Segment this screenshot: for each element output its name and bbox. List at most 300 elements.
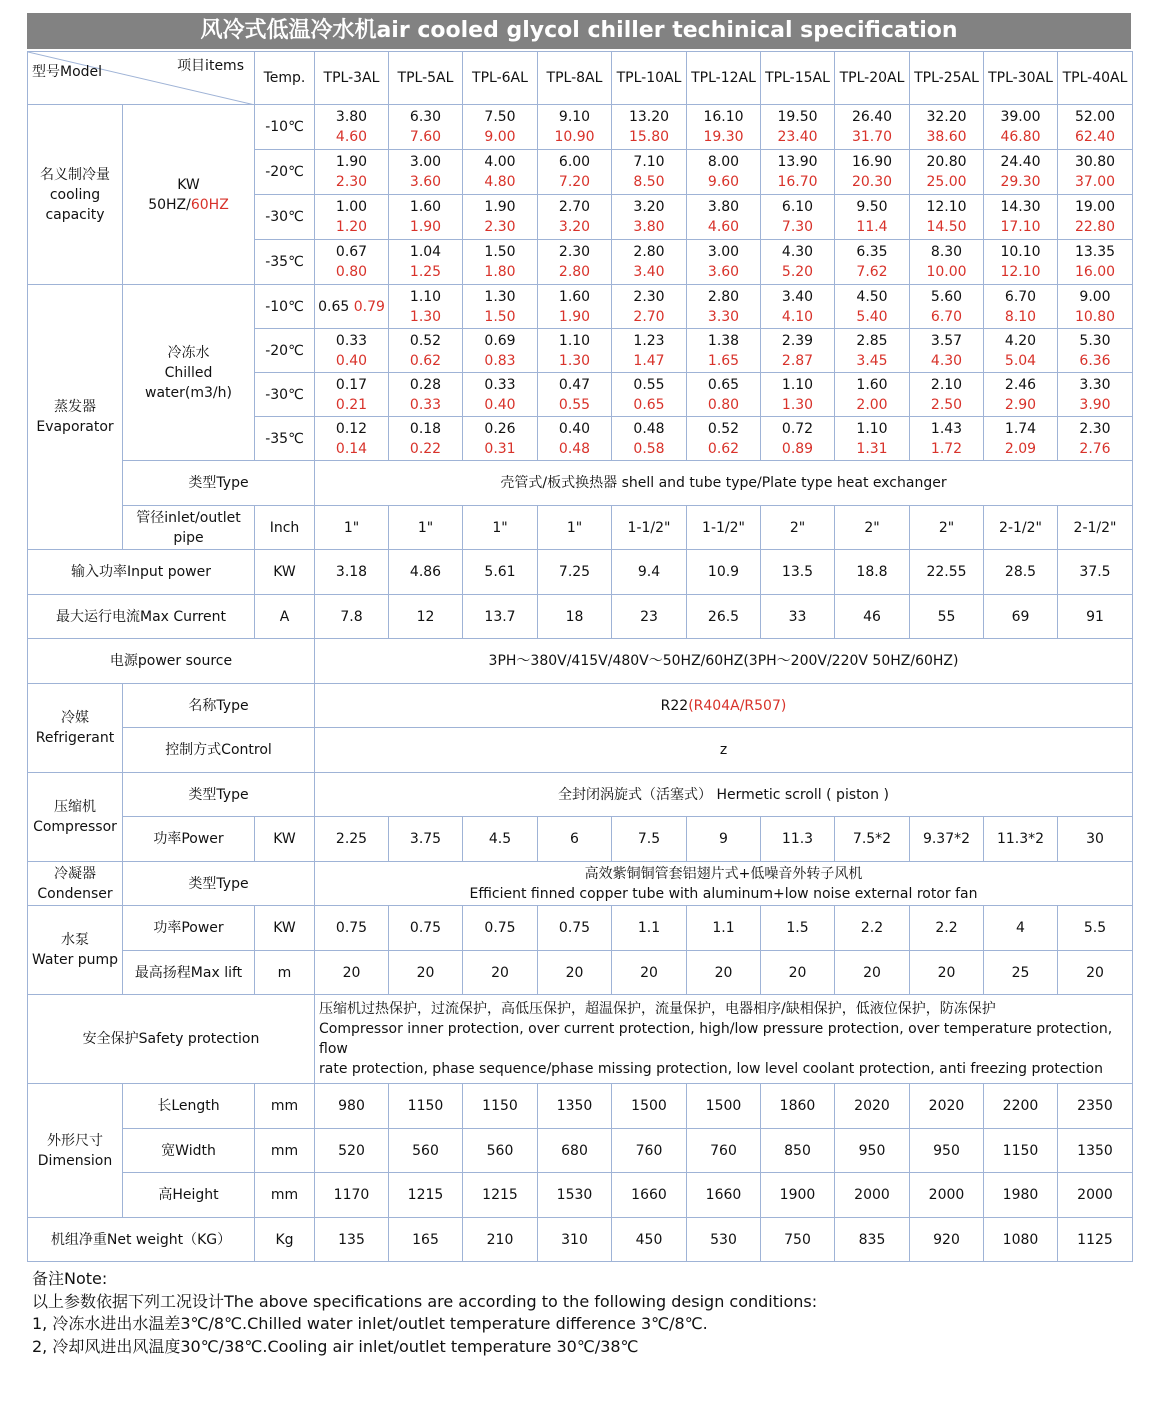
cell-text: 压缩机过热保护，过流保护，高低压保护，超温保护，流量保护，电器相序/缺相保护，低液位保护，防冻保护 xyxy=(319,1001,996,1017)
value-50hz: 1.43 xyxy=(930,420,963,437)
cell-text: 2020 xyxy=(854,1098,890,1114)
capacity-cell xyxy=(761,240,835,285)
value-50hz: 0.47 xyxy=(558,376,591,393)
cell-text: 0.75 xyxy=(409,920,442,936)
cell-text: R22 xyxy=(660,697,689,714)
cell-text: 名称Type xyxy=(188,697,249,714)
cell-text: 680 xyxy=(561,1142,588,1159)
value-60hz: 38.60 xyxy=(926,129,967,145)
cell-text: 20 xyxy=(937,964,956,981)
compressor-power-cell xyxy=(687,817,761,862)
value-60hz: 2.50 xyxy=(930,396,963,413)
cell-text: 名义制冷量 xyxy=(40,166,110,183)
value-50hz: 13.20 xyxy=(628,109,670,125)
safety-value xyxy=(315,995,1133,1084)
value-50hz: 1.74 xyxy=(1004,420,1037,437)
value-60hz: 0.79 xyxy=(353,298,385,315)
capacity-cell xyxy=(984,240,1058,285)
chilled-cell xyxy=(910,329,984,373)
corner-header-cell xyxy=(28,52,255,105)
cell-text: 2" xyxy=(864,519,880,536)
power-source-label xyxy=(28,639,315,684)
value-50hz: 16.90 xyxy=(851,154,893,170)
value-60hz: 2.70 xyxy=(633,308,665,325)
capacity-cell xyxy=(835,105,910,150)
value-50hz: 0.72 xyxy=(781,420,814,437)
width-label xyxy=(123,1129,255,1173)
cell-text: -30℃ xyxy=(265,209,304,225)
cell-text: 1500 xyxy=(705,1098,742,1114)
model-header xyxy=(612,52,687,105)
value-50hz: 0.28 xyxy=(409,376,442,393)
value-60hz: 4.60 xyxy=(335,129,368,145)
chilled-cell xyxy=(910,417,984,461)
cell-text: 2-1/2" xyxy=(999,519,1042,536)
cell-text: 1125 xyxy=(1077,1231,1113,1248)
width-cell xyxy=(761,1129,835,1173)
cell-text: TPL-5AL xyxy=(397,70,454,86)
pump-lift-cell xyxy=(687,951,761,995)
condenser-type-label xyxy=(123,862,315,906)
capacity-cell xyxy=(1058,105,1133,150)
unit-cell xyxy=(255,951,315,995)
pump-power-cell xyxy=(463,906,538,951)
capacity-cell xyxy=(389,105,463,150)
pump-power-cell xyxy=(761,906,835,951)
value-60hz: 3.20 xyxy=(558,219,591,235)
value-60hz: 25.00 xyxy=(926,174,967,190)
cell-text: KW xyxy=(273,831,296,847)
temp-cell xyxy=(255,150,315,195)
value-50hz: 16.10 xyxy=(703,109,744,125)
chilled-cell xyxy=(761,417,835,461)
header-row xyxy=(28,52,1133,105)
value-50hz: 2.10 xyxy=(930,376,963,393)
cell-text: 壳管式/板式换热器 shell and tube type/Plate type heat exchanger xyxy=(500,475,947,491)
capacity-cell xyxy=(687,195,761,240)
chilled-cell xyxy=(315,417,389,461)
max-current-cell xyxy=(687,595,761,639)
value-50hz: 5.60 xyxy=(930,288,963,305)
width-cell xyxy=(315,1129,389,1173)
value-50hz: 9.10 xyxy=(558,109,591,125)
cell-text: -30℃ xyxy=(265,386,304,403)
max-current-cell xyxy=(1058,595,1133,639)
value-50hz: 5.30 xyxy=(1079,332,1111,349)
max-current-cell xyxy=(463,595,538,639)
cell-text: 2.2 xyxy=(935,920,958,936)
cell-text: 电源power source xyxy=(109,653,233,669)
value-60hz: 16.70 xyxy=(777,174,818,190)
cell-text: -10℃ xyxy=(265,119,304,135)
cell-text: 13.5 xyxy=(781,564,814,580)
value-50hz: 1.90 xyxy=(484,199,516,215)
compressor-power-cell xyxy=(1058,817,1133,862)
cell-text: mm xyxy=(270,1142,299,1159)
value-60hz: 8.10 xyxy=(1004,308,1037,325)
value-60hz: 2.09 xyxy=(1004,440,1037,457)
capacity-cell xyxy=(835,195,910,240)
value-50hz: 1.90 xyxy=(335,154,368,170)
value-60hz: 22.80 xyxy=(1074,219,1116,235)
length-cell xyxy=(612,1084,687,1129)
value-60hz: 4.30 xyxy=(930,352,963,369)
notes xyxy=(32,1268,817,1358)
cell-text: 2.25 xyxy=(335,831,368,847)
cell-text: 26.5 xyxy=(707,608,740,625)
cell-text: 冷媒 xyxy=(61,710,89,726)
refrigerant-alt: (R404A/R507) xyxy=(688,697,787,714)
value-60hz: 1.47 xyxy=(633,352,665,369)
value-60hz: 1.65 xyxy=(707,352,740,369)
capacity-cell xyxy=(315,105,389,150)
cell-text: 2-1/2" xyxy=(1073,519,1117,536)
max-current-cell xyxy=(315,595,389,639)
length-label xyxy=(123,1084,255,1129)
cell-text: 560 xyxy=(486,1142,514,1159)
value-50hz: 9.00 xyxy=(1079,288,1111,305)
cell-text: TPL-30AL xyxy=(988,70,1053,86)
capacity-cell xyxy=(538,240,612,285)
value-60hz: 0.89 xyxy=(781,440,814,457)
cell-text: 高Height xyxy=(158,1187,219,1203)
compressor-power-cell xyxy=(761,817,835,862)
cell-text: 1860 xyxy=(779,1098,816,1114)
height-cell xyxy=(463,1173,538,1218)
cell-text: 760 xyxy=(710,1142,737,1159)
refrigerant-name-value xyxy=(315,684,1133,728)
cell-text: 高效紫铜铜管套铝翅片式+低噪音外转子风机 xyxy=(584,865,863,882)
value-50hz: 30.80 xyxy=(1074,154,1116,170)
capacity-cell xyxy=(1058,240,1133,285)
condenser-type-value xyxy=(315,862,1133,906)
spec-table xyxy=(27,51,1133,1262)
notes-line: 2, 冷却风进出风温度30℃/38℃.Cooling air inlet/outlet temperature 30℃/38℃ xyxy=(32,1336,639,1356)
value-50hz: 0.52 xyxy=(707,420,740,437)
cell-text: 1660 xyxy=(705,1187,742,1203)
capacity-cell xyxy=(687,240,761,285)
value-50hz: 1.23 xyxy=(633,332,665,349)
width-cell xyxy=(463,1129,538,1173)
capacity-cell xyxy=(761,150,835,195)
capacity-cell xyxy=(538,195,612,240)
value-60hz: 8.50 xyxy=(633,174,665,190)
value-60hz: 7.20 xyxy=(558,174,591,190)
value-50hz: 2.30 xyxy=(1079,420,1111,437)
length-cell xyxy=(538,1084,612,1129)
input-power-cell xyxy=(761,550,835,595)
safety-row xyxy=(28,995,1133,1084)
cell-text: Temp. xyxy=(263,70,306,86)
cell-text: 850 xyxy=(784,1142,811,1159)
height-cell xyxy=(761,1173,835,1218)
value-60hz: 6.70 xyxy=(930,308,963,325)
cell-text: 20 xyxy=(416,964,435,981)
value-60hz: 1.80 xyxy=(484,264,516,280)
capacity-cell xyxy=(910,240,984,285)
pump-power-cell xyxy=(835,906,910,951)
capacity-cell xyxy=(1058,195,1133,240)
width-cell xyxy=(984,1129,1058,1173)
model-header xyxy=(389,52,463,105)
value-50hz: 13.90 xyxy=(777,154,818,170)
pump-power-cell xyxy=(389,906,463,951)
unit-cell xyxy=(255,1129,315,1173)
chilled-cell xyxy=(984,285,1058,329)
cell-text: TPL-8AL xyxy=(546,70,603,86)
cell-text: 功率Power xyxy=(153,831,224,847)
capacity-cell xyxy=(315,240,389,285)
max-current-cell xyxy=(835,595,910,639)
value-50hz: 7.10 xyxy=(633,154,665,170)
capacity-cell xyxy=(687,105,761,150)
value-60hz: 10.80 xyxy=(1074,308,1116,325)
cell-text: 12 xyxy=(416,608,435,625)
length-cell xyxy=(687,1084,761,1129)
cell-text: 最大运行电流Max Current xyxy=(56,608,226,625)
net-weight-cell xyxy=(463,1218,538,1262)
chilled-cell xyxy=(463,417,538,461)
pump-lift-row xyxy=(28,951,1133,995)
chilled-cell xyxy=(835,373,910,417)
cell-text: Chilled xyxy=(164,364,213,381)
pump-power-cell xyxy=(315,906,389,951)
cell-text: Kg xyxy=(275,1231,294,1248)
max-current-cell xyxy=(538,595,612,639)
width-cell xyxy=(835,1129,910,1173)
cell-text: 安全保护Safety protection xyxy=(82,1031,260,1047)
value-50hz: 2.39 xyxy=(781,332,814,349)
sheet-title: 风冷式低温冷水机air cooled glycol chiller techinical specification xyxy=(27,13,1131,49)
value-50hz: 1.60 xyxy=(409,199,442,215)
capacity-cell xyxy=(761,105,835,150)
cell-text: 1350 xyxy=(556,1098,593,1114)
cell-text: 类型Type xyxy=(188,875,249,892)
width-cell xyxy=(538,1129,612,1173)
net-weight-cell xyxy=(687,1218,761,1262)
value-60hz: 2.90 xyxy=(1004,396,1037,413)
cell-text: TPL-3AL xyxy=(323,70,380,86)
compressor-power-cell xyxy=(984,817,1058,862)
cell-text: 69 xyxy=(1011,608,1030,625)
cell-text: 6 xyxy=(570,831,579,847)
value-60hz: 0.40 xyxy=(484,396,516,413)
value-60hz: 37.00 xyxy=(1074,174,1116,190)
value-60hz: 3.90 xyxy=(1079,396,1111,413)
value-60hz: 0.21 xyxy=(335,396,368,413)
cell-text: 950 xyxy=(933,1142,960,1159)
cell-text: 功率Power xyxy=(153,920,224,936)
net-weight-cell xyxy=(389,1218,463,1262)
max-current-cell xyxy=(761,595,835,639)
value-60hz: 1.25 xyxy=(409,264,442,280)
pipe-cell xyxy=(910,506,984,550)
value-50hz: 6.00 xyxy=(558,154,591,170)
cell-text: 30 xyxy=(1086,831,1104,847)
cell-text: 20 xyxy=(1086,964,1104,981)
value-50hz: 1.60 xyxy=(558,288,591,305)
capacity-cell xyxy=(538,150,612,195)
cell-text: -35℃ xyxy=(265,430,304,447)
input-power-cell xyxy=(538,550,612,595)
cell-text: Evaporator xyxy=(36,419,114,435)
pipe-cell xyxy=(1058,506,1133,550)
chilled-cell xyxy=(463,373,538,417)
chilled-cell xyxy=(687,285,761,329)
input-power-cell xyxy=(315,550,389,595)
cell-text: water(m3/h) xyxy=(145,384,232,401)
model-header xyxy=(538,52,612,105)
input-power-cell xyxy=(835,550,910,595)
value-60hz: 5.04 xyxy=(1004,352,1037,369)
value-50hz: 6.10 xyxy=(781,199,814,215)
capacity-cell xyxy=(1058,150,1133,195)
chilled-cell xyxy=(761,329,835,373)
cell-text: 2200 xyxy=(1002,1098,1039,1114)
cell-text: 1" xyxy=(566,519,583,536)
height-cell xyxy=(984,1173,1058,1218)
value-50hz: 6.70 xyxy=(1004,288,1037,305)
evaporator-type-row xyxy=(28,461,1133,506)
value-60hz: 23.40 xyxy=(777,129,818,145)
pump-lift-cell xyxy=(315,951,389,995)
cell-text: 20 xyxy=(491,964,509,981)
cell-text: 91 xyxy=(1086,608,1104,625)
value-60hz: 31.70 xyxy=(851,129,893,145)
water-pump-label xyxy=(28,906,123,995)
chilled-cell xyxy=(315,373,389,417)
value-50hz: 0.12 xyxy=(335,420,368,437)
pump-lift-cell xyxy=(984,951,1058,995)
cell-text: 46 xyxy=(863,608,881,625)
capacity-cell xyxy=(315,195,389,240)
value-60hz: 1.30 xyxy=(558,352,591,369)
pipe-cell xyxy=(463,506,538,550)
cooling-label xyxy=(28,105,123,285)
width-cell xyxy=(687,1129,761,1173)
cell-text: 冷冻水 xyxy=(167,344,210,361)
pipe-row xyxy=(28,506,1133,550)
cell-text: 机组净重Net weight（KG） xyxy=(50,1231,232,1248)
chilled-cell xyxy=(761,373,835,417)
value-60hz: 1.30 xyxy=(781,396,814,413)
cell-text: 20 xyxy=(788,964,807,981)
value-50hz: 2.80 xyxy=(707,288,740,305)
cell-text: 2" xyxy=(938,519,955,536)
value-50hz: 4.00 xyxy=(484,154,516,170)
pump-power-label xyxy=(123,906,255,951)
unit-cell xyxy=(255,906,315,951)
value-60hz: 3.40 xyxy=(633,264,665,280)
value-60hz: 0.83 xyxy=(484,352,516,369)
value-60hz: 2.30 xyxy=(484,219,516,235)
cell-text: 1900 xyxy=(779,1187,816,1203)
cell-text: 冷凝器 xyxy=(54,865,96,882)
value-50hz: 3.30 xyxy=(1079,376,1111,393)
chilled-cell xyxy=(389,285,463,329)
net-weight-row xyxy=(28,1218,1133,1262)
cell-text: 28.5 xyxy=(1004,564,1037,580)
value-50hz: 8.00 xyxy=(707,154,740,170)
cell-text: Compressor inner protection, over current protection, high/low pressure protection, over temperature protection, flow xyxy=(319,1021,1113,1057)
value-60hz: 11.4 xyxy=(856,219,888,235)
cell-text: 450 xyxy=(635,1231,663,1248)
value-50hz: 0.55 xyxy=(633,376,665,393)
cell-text: 22.55 xyxy=(926,564,967,580)
value-60hz: 0.55 xyxy=(558,396,591,413)
value-60hz: 1.90 xyxy=(558,308,591,325)
value-50hz: 2.85 xyxy=(856,332,888,349)
pipe-cell xyxy=(315,506,389,550)
cell-text: 1" xyxy=(343,519,360,536)
condenser-row xyxy=(28,862,1133,906)
cell-text: 1-1/2" xyxy=(627,519,671,536)
temp-cell xyxy=(255,195,315,240)
evaporator-type-label xyxy=(123,461,315,506)
cell-text: 2020 xyxy=(928,1098,965,1114)
value-60hz: 7.62 xyxy=(856,264,888,280)
cell-text: 控制方式Control xyxy=(165,742,272,758)
value-50hz: 0.48 xyxy=(633,420,665,437)
cell-text: 1" xyxy=(492,519,508,536)
height-cell xyxy=(315,1173,389,1218)
value-60hz: 16.00 xyxy=(1074,264,1116,280)
height-label xyxy=(123,1173,255,1218)
cell-text: 7.5 xyxy=(637,831,661,847)
compressor-power-cell xyxy=(612,817,687,862)
cell-text: TPL-6AL xyxy=(472,70,528,86)
chilled-cell xyxy=(612,285,687,329)
capacity-cell xyxy=(463,150,538,195)
cell-text: 1-1/2" xyxy=(702,519,745,536)
value-50hz: 2.46 xyxy=(1004,376,1037,393)
evaporator-label xyxy=(28,285,123,550)
chilled-cell xyxy=(315,329,389,373)
chilled-cell xyxy=(389,373,463,417)
pipe-cell xyxy=(687,506,761,550)
cell-text: 蒸发器 xyxy=(54,399,96,415)
chilled-cell xyxy=(835,329,910,373)
chilled-cell xyxy=(835,417,910,461)
chilled-cell xyxy=(389,329,463,373)
unit-cell xyxy=(255,550,315,595)
value-60hz: 7.30 xyxy=(781,219,814,235)
cell-text: 1080 xyxy=(1002,1231,1039,1248)
value-60hz: 1.31 xyxy=(856,440,888,457)
cell-text: 全封闭涡旋式（活塞式） Hermetic scroll ( piston ) xyxy=(558,786,889,803)
temp-header xyxy=(255,52,315,105)
refrigerant-control-row xyxy=(28,728,1133,773)
value-50hz: 1.38 xyxy=(707,332,740,349)
value-60hz: 3.60 xyxy=(707,264,740,280)
cell-text: 1" xyxy=(417,519,434,536)
input-power-cell xyxy=(984,550,1058,595)
chilled-cell xyxy=(1058,417,1133,461)
value-60hz: 10.90 xyxy=(554,129,595,145)
value-60hz: 1.30 xyxy=(409,308,442,325)
cell-text: pipe xyxy=(173,529,204,546)
net-weight-cell xyxy=(612,1218,687,1262)
value-50hz: 0.33 xyxy=(484,376,516,393)
input-power-label xyxy=(28,550,255,595)
length-cell xyxy=(389,1084,463,1129)
cooling-row xyxy=(28,105,1133,150)
chilled-cell xyxy=(315,285,389,329)
cell-text: KW xyxy=(273,920,296,936)
value-60hz: 4.80 xyxy=(484,174,516,190)
value-50hz: 6.35 xyxy=(856,244,888,260)
evaporator-row xyxy=(28,285,1133,329)
